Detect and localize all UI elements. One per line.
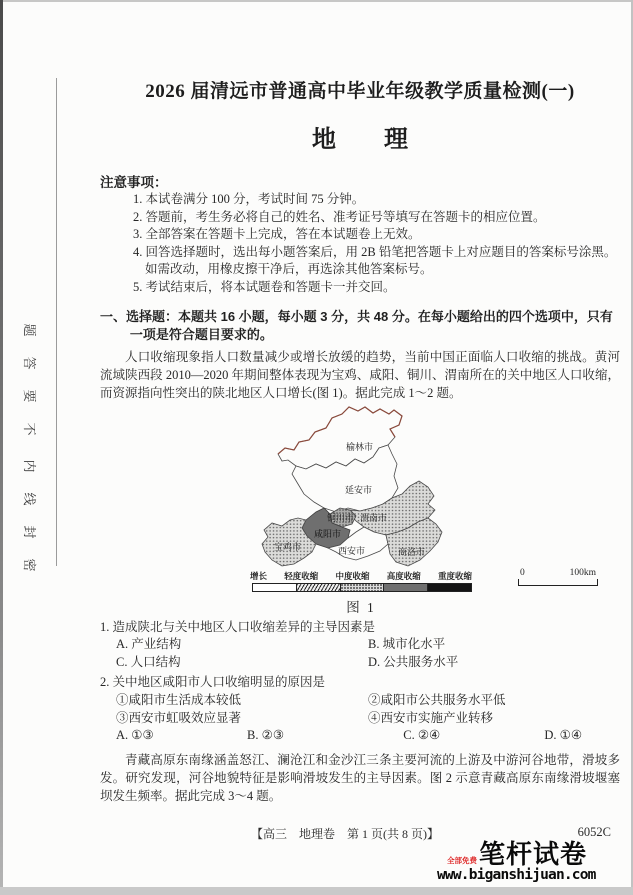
map-label-yulin: 榆林市 — [346, 441, 374, 452]
map-label-xianyang: 咸阳市 — [314, 528, 342, 539]
notice-item-continuation: 如需改动，用橡皮擦干净后，再选涂其他答案标号。 — [145, 262, 433, 277]
exam-subject: 地 理 — [312, 127, 408, 153]
map-label-tongchuan: 铜川市 — [327, 512, 355, 523]
seal-char: 线 — [22, 492, 37, 506]
notice-item: 1. 本试卷满分 100 分，考试时间 75 分钟。 — [133, 192, 365, 206]
publisher-watermark — [437, 841, 627, 883]
map-label-shangluo: 商洛市 — [398, 546, 426, 557]
legend-label-moderate: 中度收缩 — [335, 570, 370, 581]
question-1-options — [100, 636, 620, 671]
map-label-xian: 西安市 — [338, 545, 366, 556]
figure-1 — [100, 404, 620, 616]
legend-swatch-moderate — [341, 584, 385, 591]
passage-population: 人口收缩现象指人口数量减少或增长放缓的趋势，当前中国正面临人口收缩的挑战。黄河流域陕西段 2010—2020 年期间整体表现为宝鸡、咸阳、铜川、渭南所在的关中地区人口收缩，而资源指向性突出的陕北地区人口增长(图 1)。据此完成 1～2 题。 — [100, 349, 620, 400]
map-label-baoji: 宝鸡市 — [274, 541, 302, 552]
question-2-stem: 2. 关中地区咸阳市人口收缩明显的原因是 — [100, 675, 326, 690]
notice-item: 2. 答题前，考生务必将自己的姓名、准考证号等填写在答题卡的相应位置。 — [133, 209, 546, 224]
notice-item: 5. 考试结束后，将本试题卷和答题卡一并交回。 — [133, 279, 396, 294]
legend-swatch-severe — [428, 584, 471, 591]
map-legend-bar — [252, 583, 472, 592]
notice-heading: 注意事项： — [100, 175, 168, 190]
map-label-weinan: 渭南市 — [360, 512, 388, 523]
shaanxi-map — [252, 404, 470, 574]
page-footer: 【高三 地理卷 第 1 页(共 8 页)】 — [251, 827, 439, 841]
q2-option-b: B. ②③ — [247, 728, 285, 743]
seal-char: 封 — [22, 525, 37, 539]
map-scale-bar — [518, 568, 598, 586]
q2-option-c: C. ②④ — [403, 728, 441, 743]
q1-option-d: D. 公共服务水平 — [368, 654, 459, 669]
legend-label-growth: 增长 — [250, 570, 268, 581]
section-heading: 一、选择题：本题共 16 小题，每小题 3 分，共 48 分。在每小题给出的四个选项中，只有一项是符合题目要求的。 — [100, 308, 613, 342]
notice-item: 3. 全部答案在答题卡上完成，答在本试题卷上无效。 — [133, 227, 421, 242]
q1-option-b: B. 城市化水平 — [368, 637, 446, 652]
seal-char: 要 — [22, 389, 37, 403]
seal-line-rule — [56, 78, 57, 566]
seal-char: 内 — [22, 459, 37, 473]
legend-label-high: 高度收缩 — [386, 570, 421, 581]
seal-char: 密 — [22, 558, 37, 572]
q2-statement-2: ②咸阳市公共服务水平低 — [368, 692, 506, 707]
map-legend-labels — [250, 570, 472, 582]
watermark-free-tag: 全部免费 — [447, 856, 477, 865]
passage-landslide: 青藏高原东南缘涵盖怒江、澜沧江和金沙江三条主要河流的上游及中游河谷地带，滑坡多发。研究发现，河谷地貌特征是影响滑坡发生的主导因素。图 2 示意青藏高原东南缘滑坡堰塞坝发生频率。据此完成 3～4 题。 — [100, 752, 620, 803]
legend-swatch-high — [384, 584, 428, 591]
q1-option-a: A. 产业结构 — [116, 637, 182, 652]
q2-option-d: D. ①④ — [544, 728, 583, 743]
question-1-stem: 1. 造成陕北与关中地区人口收缩差异的主导因素是 — [100, 619, 376, 634]
exam-title: 2026 届清远市普通高中毕业年级教学质量检测(一) — [145, 81, 575, 102]
legend-label-severe: 重度收缩 — [437, 570, 472, 581]
question-2-options — [100, 727, 620, 745]
legend-swatch-mild — [297, 584, 341, 591]
question-2-statements — [100, 692, 620, 727]
watermark-url: www.biganshijuan.com — [437, 867, 596, 883]
q1-option-c: C. 人口结构 — [116, 654, 181, 669]
watermark-brand: 笔杆试卷 — [479, 839, 588, 869]
paper-code: 6052C — [577, 825, 611, 839]
seal-char: 答 — [22, 356, 37, 370]
q2-statement-3: ③西安市虹吸效应显著 — [116, 710, 242, 725]
scale-end-label: 100km — [569, 567, 596, 578]
q2-statement-4: ④西安市实施产业转移 — [368, 710, 494, 725]
seal-line-text — [15, 320, 45, 588]
notice-item: 4. 回答选择题时，选出每小题答案后，用 2B 铅笔把答题卡上对应题目的答案标号涂黑。 — [133, 244, 617, 259]
figure-1-caption: 图 1 — [346, 599, 376, 615]
legend-label-mild: 轻度收缩 — [284, 570, 319, 581]
scale-start-label: 0 — [520, 567, 525, 578]
q2-option-a: A. ①③ — [116, 728, 154, 743]
page-content — [100, 76, 620, 805]
q2-statement-1: ①咸阳市生活成本较低 — [116, 692, 242, 707]
legend-swatch-growth — [253, 584, 297, 591]
scale-line — [518, 579, 598, 586]
seal-char: 题 — [22, 323, 37, 337]
map-label-yanan: 延安市 — [345, 484, 373, 495]
scan-edge-top — [0, 0, 633, 2]
scan-edge-left — [0, 0, 3, 895]
seal-char: 不 — [22, 422, 37, 436]
scan-edge-bottom — [0, 887, 633, 895]
